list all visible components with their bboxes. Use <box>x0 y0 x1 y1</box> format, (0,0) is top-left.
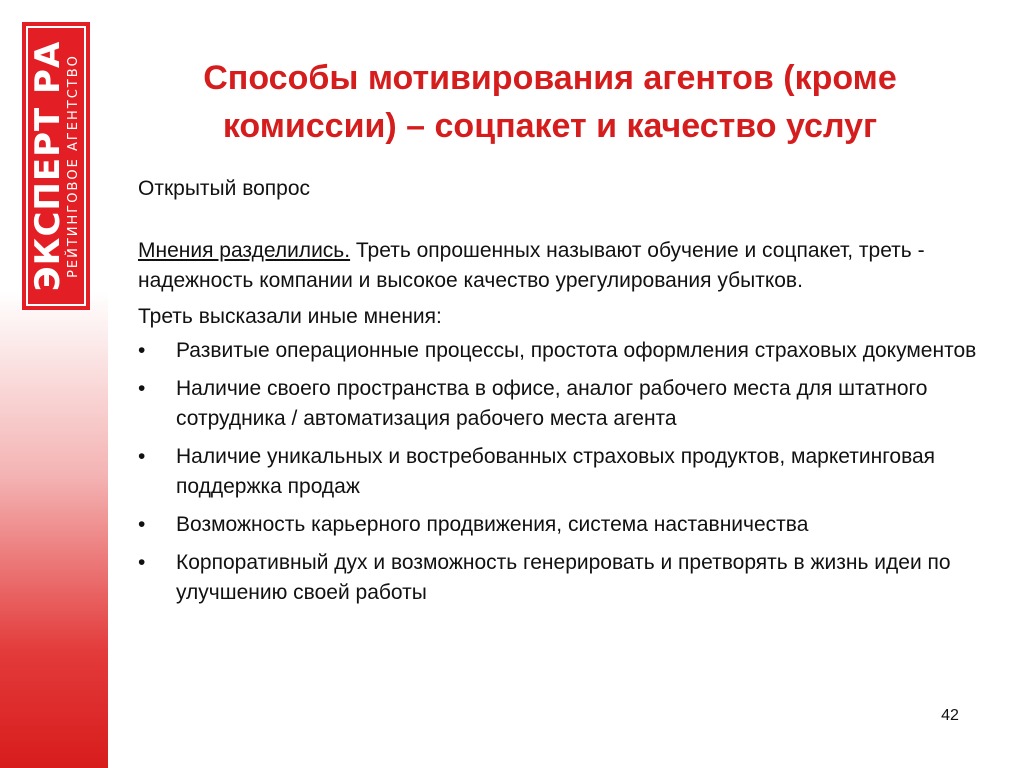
list-item-text: Наличие своего пространства в офисе, аналог рабочего места для штатного сотрудника / автоматизация рабочего места агента <box>176 377 928 430</box>
bullet-icon: • <box>138 551 146 574</box>
third-other-opinions: Треть высказали иные мнения: <box>138 305 442 328</box>
opinions-text: Треть опрошенных называют обучение и соцпакет, треть - надежность компании и высокое качество урегулирования убытков. <box>138 239 925 292</box>
bullet-icon: • <box>138 339 146 362</box>
list-item <box>138 442 978 502</box>
list-item-text: Наличие уникальных и востребованных страховых продуктов, маркетинговая поддержка продаж <box>176 445 936 498</box>
expert-ra-logo <box>22 22 90 310</box>
bullet-icon: • <box>138 445 146 468</box>
slide-title: Способы мотивирования агентов (кроме комиссии) – соцпакет и качество услуг <box>203 59 897 145</box>
slide-content <box>138 174 978 616</box>
list-item <box>138 374 978 434</box>
list-item <box>138 336 978 366</box>
list-item <box>138 548 978 608</box>
list-item-text: Корпоративный дух и возможность генерировать и претворять в жизнь идеи по улучшению своей работы <box>176 551 951 604</box>
opinions-lead: Мнения разделились. <box>138 239 351 262</box>
opinions-paragraph <box>138 236 978 296</box>
logo-main-text: ЭКСПЕРТ РА <box>28 40 68 292</box>
bullet-icon: • <box>138 377 146 400</box>
opinions-bullet-list <box>138 336 978 608</box>
logo-text-group <box>26 26 86 306</box>
page-number: 42 <box>941 707 959 724</box>
logo-sub-text: РЕЙТИНГОВОЕ АГЕНТСТВО <box>66 54 81 278</box>
bullet-icon: • <box>138 513 146 536</box>
question-type: Открытый вопрос <box>138 177 311 200</box>
list-item <box>138 510 978 540</box>
list-item-text: Развитые операционные процессы, простота оформления страховых документов <box>176 339 977 362</box>
list-item-text: Возможность карьерного продвижения, система наставничества <box>176 513 809 536</box>
